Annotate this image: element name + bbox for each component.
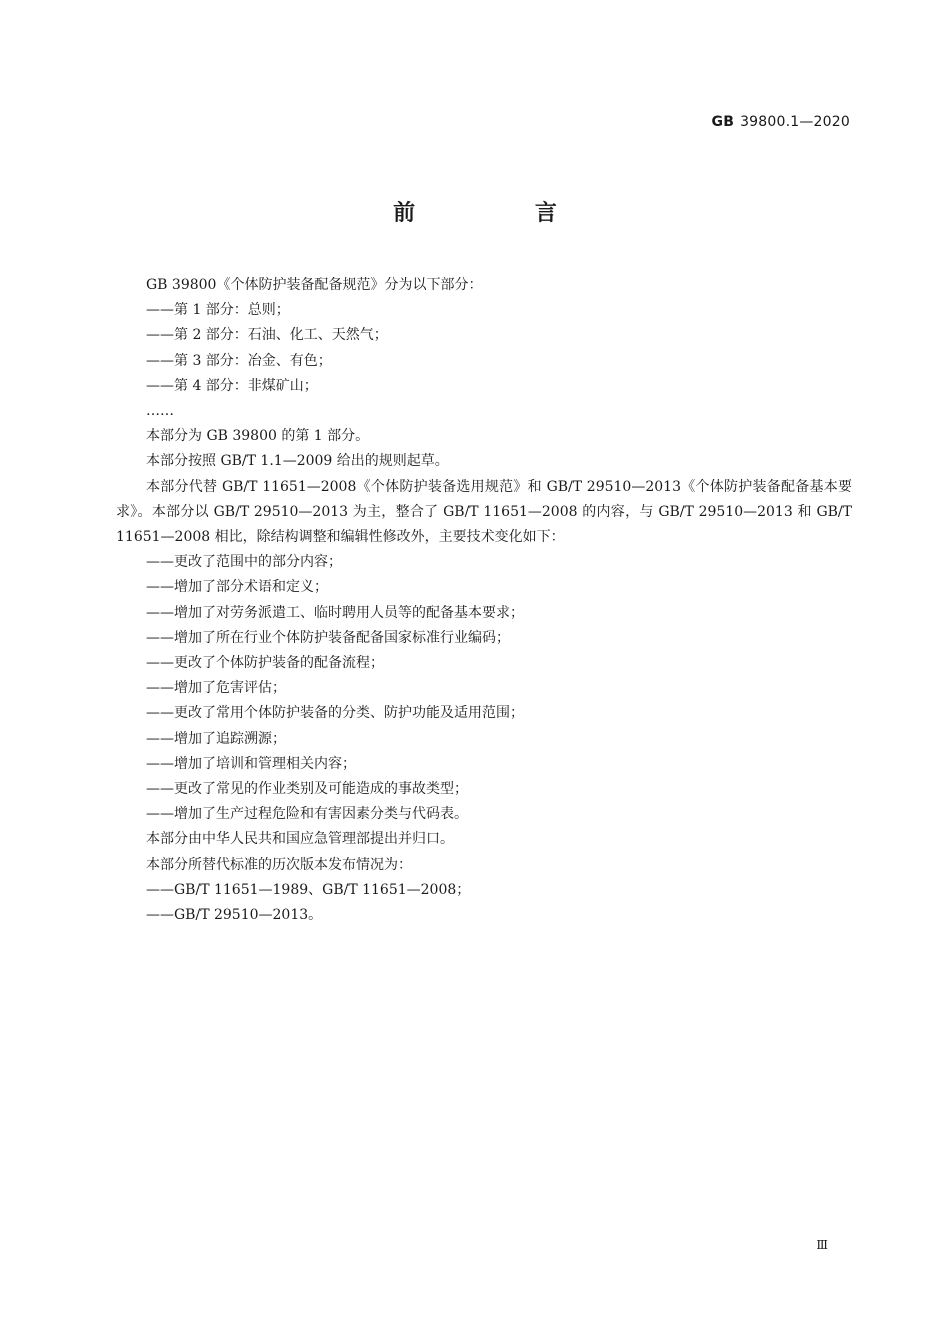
- list-item: ——增加了所在行业个体防护装备配备国家标准行业编码；: [146, 629, 510, 646]
- list-item: ——增加了危害评估；: [146, 680, 286, 697]
- list-item: ——更改了个体防护装备的配备流程；: [146, 655, 384, 672]
- standard-number: [712, 114, 851, 130]
- list-item: ——第 1 部分：总则；: [146, 302, 290, 319]
- paragraph: 本部分代替 GB/T 11651—2008《个体防护装备选用规范》和 GB/T 29510—2013《个体防护装备配备基本要求》。本部分以 GB/T 29510—2013 为主，整合了 GB/T 11651—2008 的内容，与 GB/T 29510—2013 和 GB/T 11651—2008 相比，除结构调整和编辑性修改外，主要技术变化如下：: [116, 478, 852, 546]
- paragraph: 本部分为 GB 39800 的第 1 部分。: [146, 428, 370, 445]
- list-item: ——更改了常用个体防护装备的分类、防护功能及适用范围；: [146, 705, 524, 722]
- paragraph: 本部分所替代标准的历次版本发布情况为：: [146, 856, 412, 873]
- list-item: ——更改了范围中的部分内容；: [146, 554, 342, 571]
- list-item: ——增加了部分术语和定义；: [146, 579, 328, 596]
- standard-part-year: 39800.1—2020: [740, 114, 850, 130]
- list-item: ——第 4 部分：非煤矿山；: [146, 377, 318, 394]
- paragraph: 本部分按照 GB/T 1.1—2009 给出的规则起草。: [146, 453, 449, 470]
- page-number: Ⅲ: [816, 1238, 828, 1252]
- list-item: ——更改了常见的作业类别及可能造成的事故类型；: [146, 781, 468, 798]
- list-item: ——增加了生产过程危险和有害因素分类与代码表。: [146, 806, 468, 823]
- standard-code: GB: [711, 114, 735, 130]
- list-item: ——第 2 部分：石油、化工、天然气；: [146, 327, 388, 344]
- ellipsis: ……: [146, 403, 174, 420]
- paragraph: GB 39800《个体防护装备配备规范》分为以下部分：: [146, 277, 483, 293]
- list-item: ——GB/T 11651—1989、GB/T 11651—2008；: [146, 881, 471, 898]
- list-item: ——GB/T 29510—2013。: [146, 907, 323, 924]
- list-item: ——第 3 部分：冶金、有色；: [146, 352, 332, 369]
- list-item: ——增加了培训和管理相关内容；: [146, 755, 356, 772]
- list-item: ——增加了追踪溯源；: [146, 730, 286, 747]
- list-item: ——增加了对劳务派遣工、临时聘用人员等的配备基本要求；: [146, 604, 524, 621]
- foreword-body: [116, 273, 852, 928]
- paragraph: 本部分由中华人民共和国应急管理部提出并归口。: [146, 831, 454, 848]
- page-title: 前 言: [393, 201, 613, 226]
